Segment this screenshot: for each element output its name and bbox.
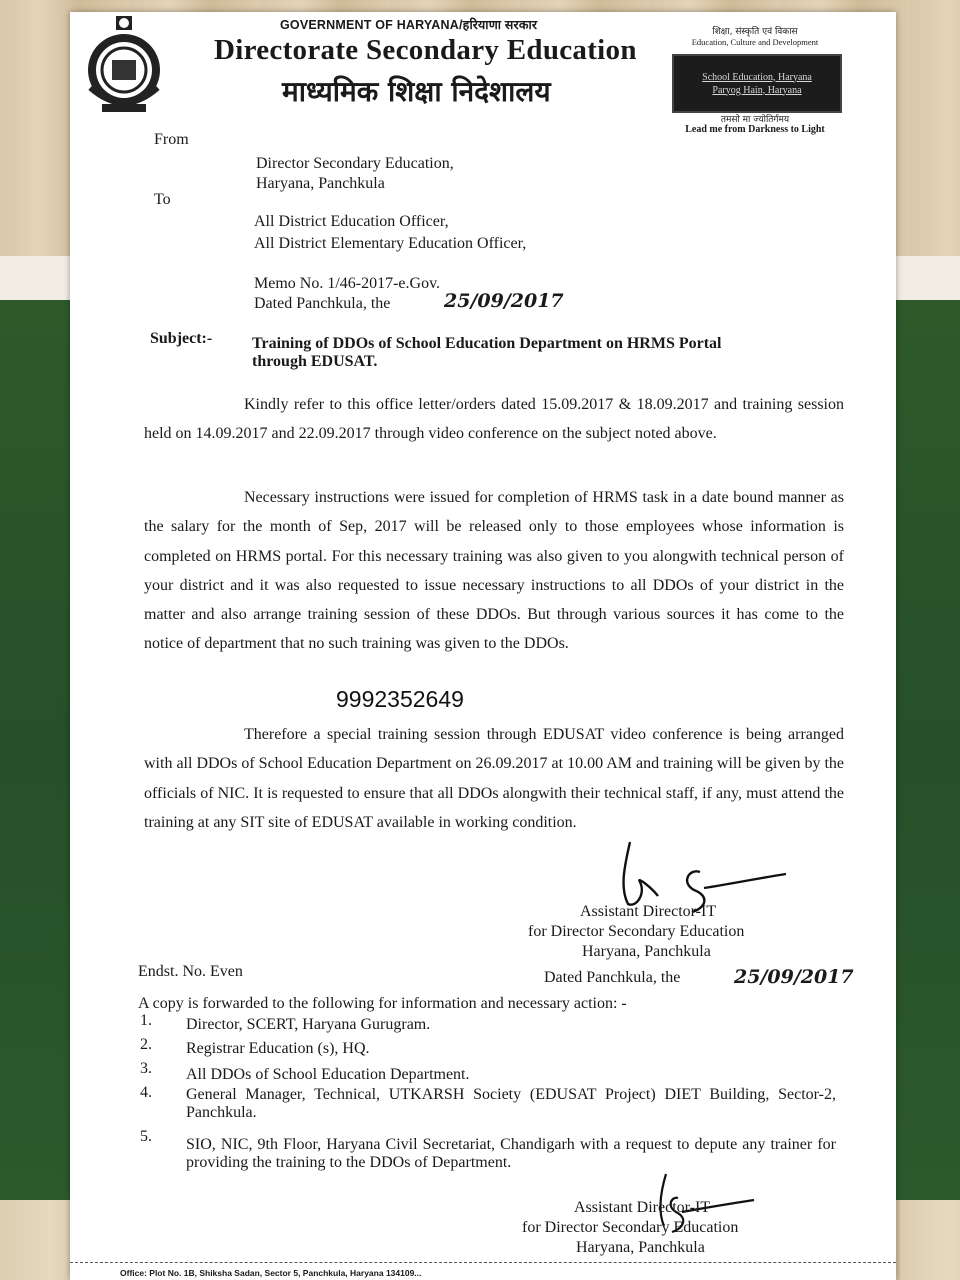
paragraph-2-text: Necessary instructions were issued for completion of HRMS task in a date bound manner as the salary for the month of Sep, 2017 will be released only to those employees whose information is completed on HRMS portal. For this necessary training was also given to you alongwith technical person of your district and it was also requested to issue necessary instructions to all DDOs of your district in the matter and also arrange training session of these DDOs. But through various sources it has come to the notice of department that no such training was given to the DDOs.	[144, 489, 844, 653]
copy-item-2-text: Registrar Education (s), HQ.	[186, 1040, 370, 1057]
to-line1: All District Education Officer,	[254, 213, 449, 230]
paragraph-3-text: Therefore a special training session through EDUSAT video conference is being arranged with all DDOs of School Education Department on 26.09.2017 at 10.00 AM and training will be given by the officials of NIC. It is requested to ensure that all DDOs alongwith their technical staff, if any, must attend the training at any SIT site of EDUSAT available in working condition.	[144, 726, 844, 831]
endorsement-number: Endst. No. Even	[138, 963, 243, 980]
copy-item-1-text: Director, SCERT, Haryana Gurugram.	[186, 1016, 431, 1033]
memo-document	[70, 12, 896, 1280]
to-label: To	[154, 191, 171, 208]
copy-item-5-text: SIO, NIC, 9th Floor, Haryana Civil Secretariat, Chandigarh with a request to depute any trainer for providing the training to the DDOs of Department.	[186, 1136, 836, 1171]
logo-dark-panel	[672, 54, 842, 113]
logo-hindi-motto: तमसो मा ज्योतिर्गमय	[720, 115, 790, 125]
endorsement-dated-label: Dated Panchkula, the	[544, 969, 681, 986]
copy-item-3-number: 3.	[140, 1060, 152, 1077]
copy-forwarded-line: A copy is forwarded to the following for information and necessary action: -	[138, 995, 627, 1012]
logo-english-motto: Lead me from Darkness to Light	[685, 124, 825, 135]
signature-1-for: for Director Secondary Education	[528, 923, 745, 940]
body-paragraph-1	[144, 390, 844, 449]
logo-dark-line2: Paryog Hain, Haryana	[712, 84, 802, 96]
signature-1-title: Assistant Director-IT	[580, 903, 717, 920]
subject-line1: Training of DDOs of School Education Department on HRMS Portal	[252, 335, 722, 352]
footer-address: Office: Plot No. 1B, Shiksha Sadan, Sector 5, Panchkula, Haryana 134109...	[120, 1268, 422, 1278]
body-paragraph-2	[144, 483, 844, 659]
phone-number-overlay: 9992352649	[336, 686, 464, 712]
signature-2-title: Assistant Director-IT	[574, 1199, 711, 1216]
school-education-logo	[668, 24, 842, 136]
copy-item-3-text: All DDOs of School Education Department.	[186, 1066, 470, 1083]
haryana-emblem-icon	[82, 14, 166, 116]
subject-line2: through EDUSAT.	[252, 353, 378, 370]
copy-item-4-text: General Manager, Technical, UTKARSH Society (EDUSAT Project) DIET Building, Sector-2, Panchkula.	[186, 1086, 836, 1121]
memo-dated-handwritten: 25/09/2017	[444, 290, 564, 312]
signature-1-place: Haryana, Panchkula	[582, 943, 711, 960]
copy-item-4-number: 4.	[140, 1084, 152, 1101]
subject-label: Subject:-	[150, 330, 213, 347]
copy-item-5-number: 5.	[140, 1128, 152, 1145]
logo-hindi-tagline: शिक्षा, संस्कृति एवं विकास	[712, 27, 798, 37]
memo-dated-label: Dated Panchkula, the	[254, 295, 391, 312]
logo-dark-line1: School Education, Haryana	[702, 71, 812, 83]
body-paragraph-3	[144, 720, 844, 837]
government-line: GOVERNMENT OF HARYANA/हरियाणा सरकार	[280, 18, 538, 32]
directorate-title-hi: माध्यमिक शिक्षा निदेशालय	[282, 75, 551, 108]
copy-item-1-number: 1.	[140, 1012, 152, 1029]
to-line2: All District Elementary Education Officer,	[254, 235, 527, 252]
from-line2: Haryana, Panchkula	[256, 175, 385, 192]
logo-english-tagline: Education, Culture and Development	[691, 37, 819, 47]
signature-2-for: for Director Secondary Education	[522, 1219, 739, 1236]
memo-number: Memo No. 1/46-2017-e.Gov.	[254, 275, 441, 292]
signature-2-place: Haryana, Panchkula	[576, 1239, 705, 1256]
paragraph-1-text: Kindly refer to this office letter/orders dated 15.09.2017 & 18.09.2017 and training session held on 14.09.2017 and 22.09.2017 through video conference on the subject noted above.	[144, 396, 844, 443]
directorate-title-en: Directorate Secondary Education	[214, 34, 637, 66]
copy-item-2-number: 2.	[140, 1036, 152, 1053]
endorsement-dated-handwritten: 25/09/2017	[734, 966, 854, 988]
from-line1: Director Secondary Education,	[256, 155, 454, 172]
from-label: From	[154, 131, 189, 148]
footer-rule	[70, 1262, 896, 1264]
